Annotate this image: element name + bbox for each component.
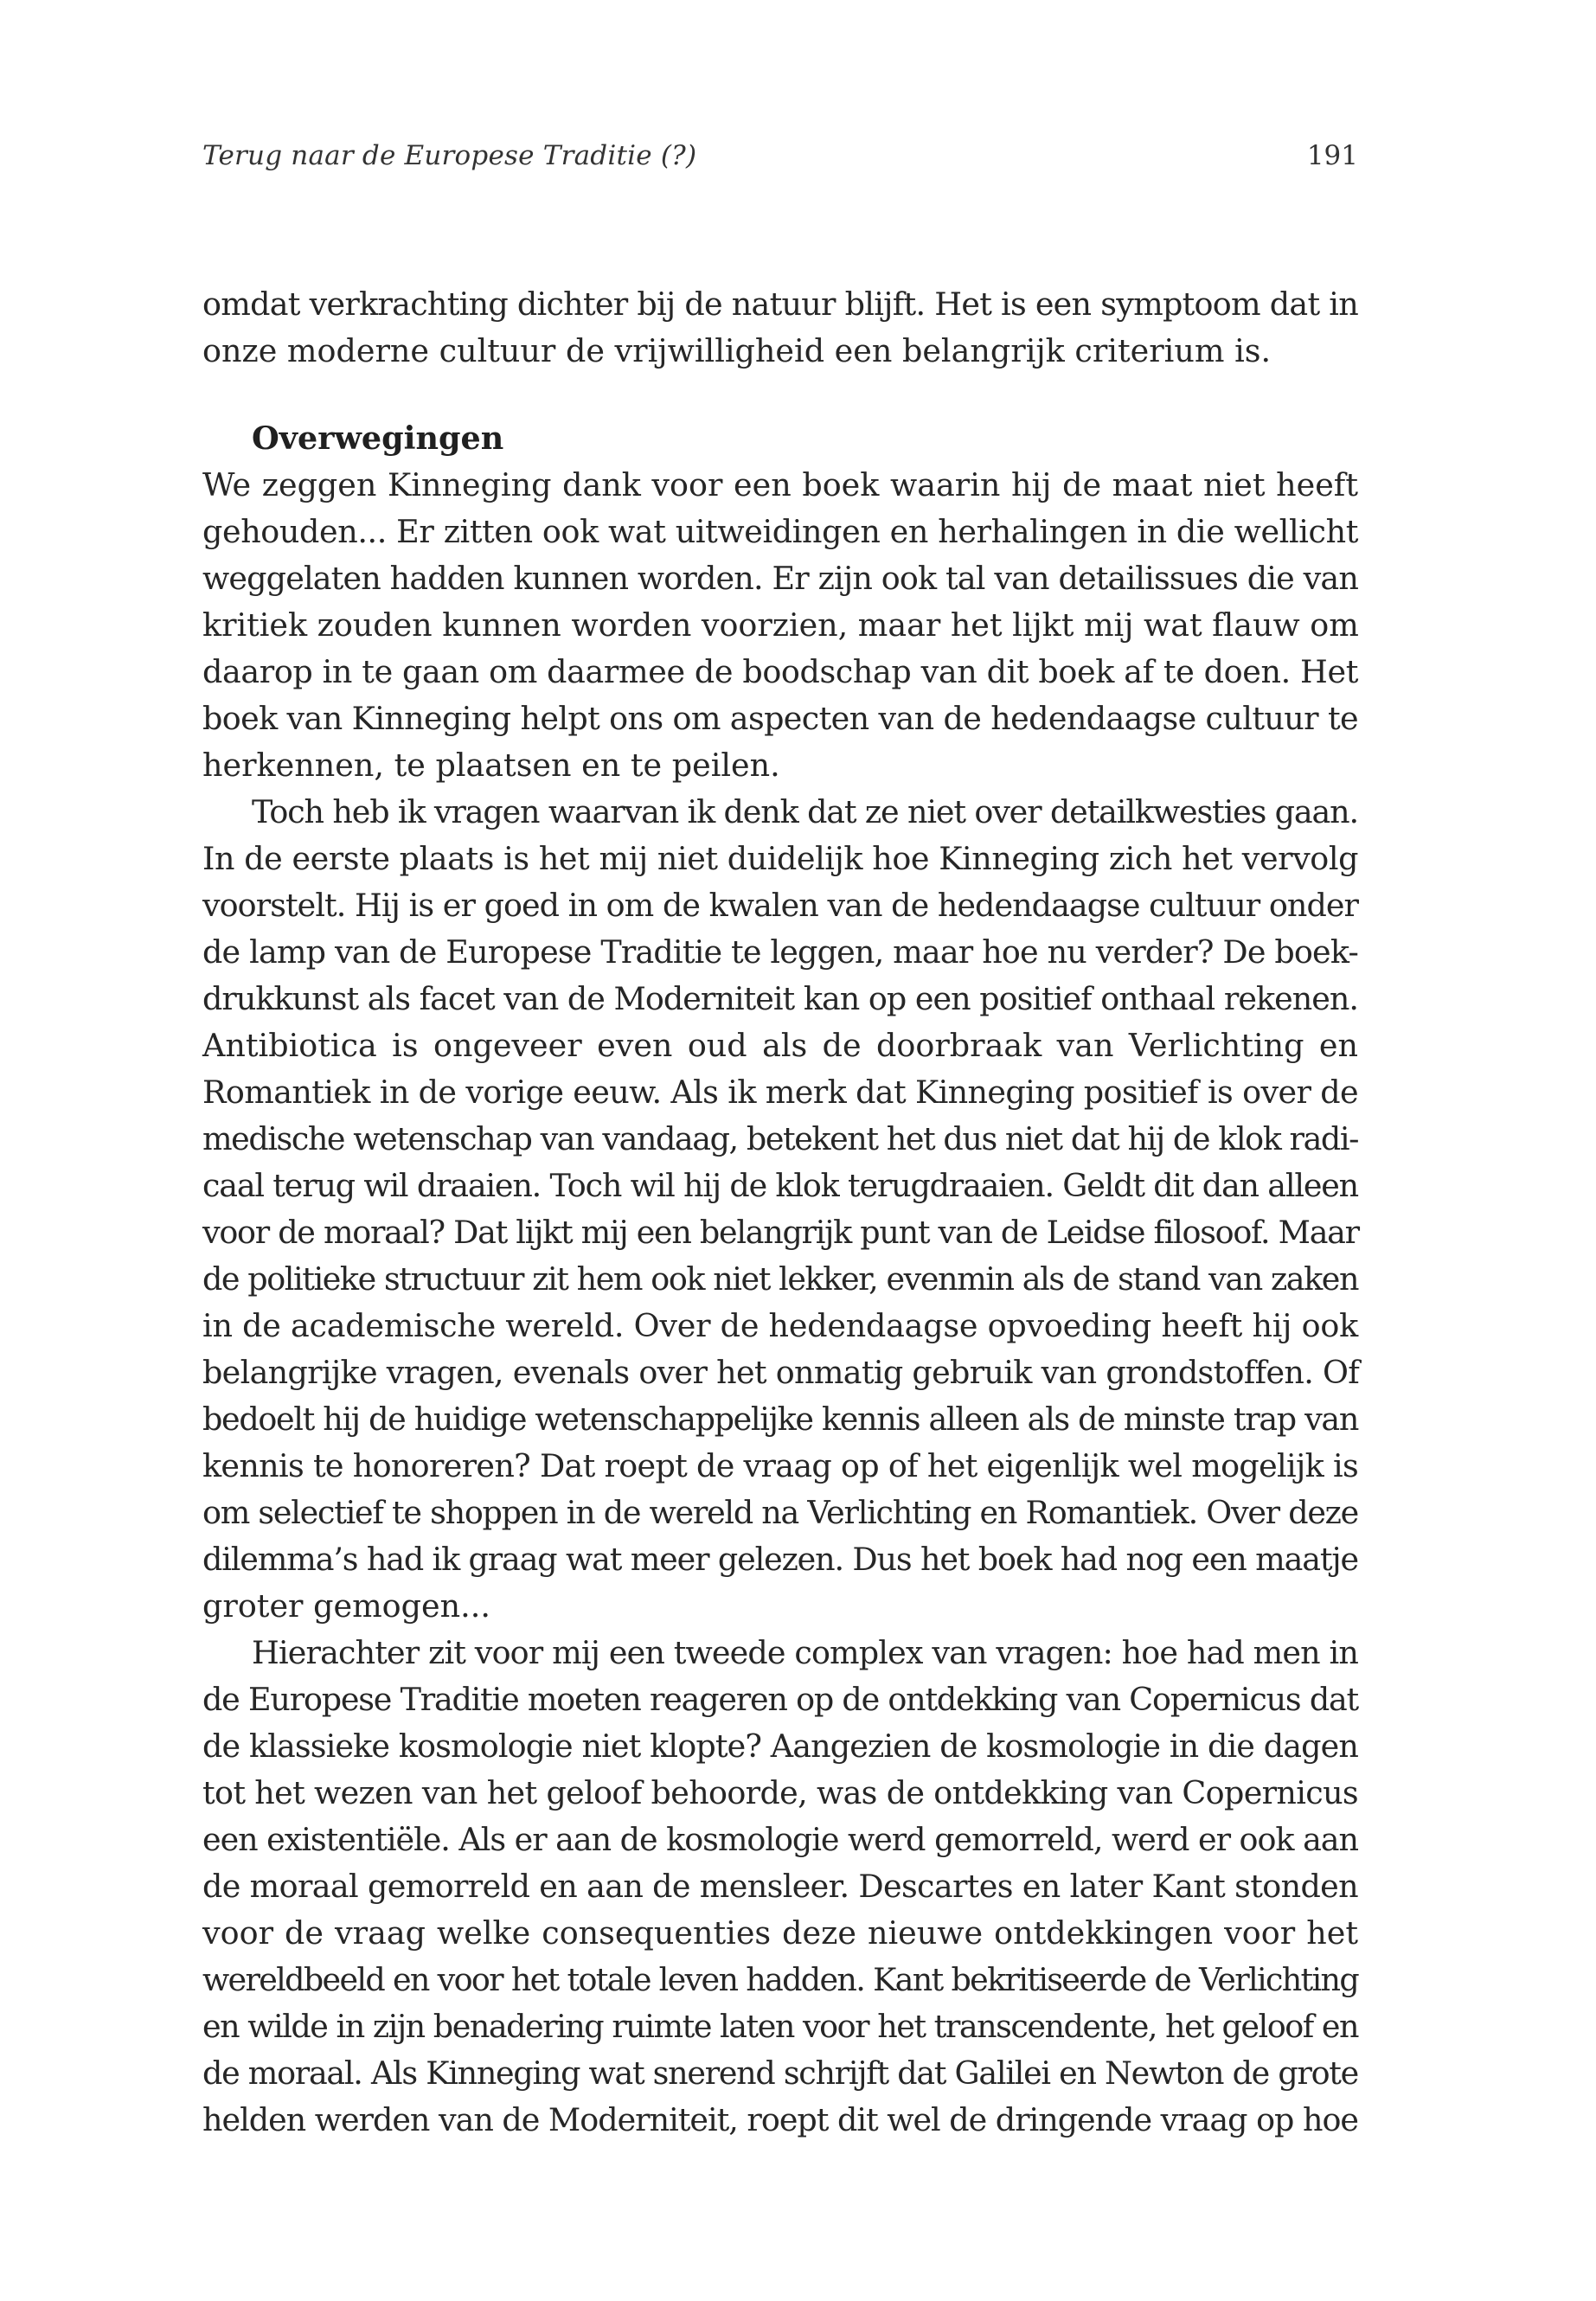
body-line: daarop in te gaan om daarmee de boodschap van dit boek af te doen. Het bbox=[202, 653, 1359, 690]
page-number: 191 bbox=[1306, 140, 1358, 171]
body-line: onze moderne cultuur de vrijwilligheid een belangrijk criterium is. bbox=[202, 332, 1272, 369]
body-line: de politieke structuur zit hem ook niet lekker, evenmin als de stand van zaken bbox=[202, 1260, 1359, 1298]
body-line: voor de moraal? Dat lijkt mij een belangrijk punt van de Leidse filosoof. Maar bbox=[202, 1214, 1359, 1251]
body-line: belangrijke vragen, evenals over het onmatig gebruik van grondstoffen. Of bbox=[202, 1354, 1360, 1391]
body-line: Romantiek in de vorige eeuw. Als ik merk dat Kinneging positief is over de bbox=[202, 1074, 1358, 1111]
body-line: de moraal gemorreld en aan de mensleer. Descartes en later Kant stonden bbox=[202, 1868, 1358, 1905]
body-line: Hierachter zit voor mij een tweede complex van vragen: hoe had men in bbox=[252, 1634, 1358, 1671]
body-line: In de eerste plaats is het mij niet duidelijk hoe Kinneging zich het vervolg bbox=[202, 840, 1358, 877]
body-line: om selectief te shoppen in de wereld na Verlichting en Romantiek. Over deze bbox=[202, 1494, 1358, 1531]
body-line: gehouden... Er zitten ook wat uitweidingen en herhalingen in die wellicht bbox=[202, 513, 1358, 550]
body-line: tot het wezen van het geloof behoorde, was de ontdekking van Copernicus bbox=[202, 1774, 1358, 1811]
body-line: Antibiotica is ongeveer even oud als de doorbraak van Verlichting en bbox=[202, 1027, 1358, 1064]
body-line: herkennen, te plaatsen en te peilen. bbox=[202, 747, 780, 784]
body-line: We zeggen Kinneging dank voor een boek waarin hij de maat niet heeft bbox=[202, 466, 1358, 503]
body-line: omdat verkrachting dichter bij de natuur blijft. Het is een symptoom dat in bbox=[202, 285, 1358, 323]
body-line: en wilde in zijn benadering ruimte laten voor het transcendente, het geloof en bbox=[202, 2008, 1358, 2045]
body-line: de Europese Traditie moeten reageren op de ontdekking van Copernicus dat bbox=[202, 1681, 1358, 1718]
body-line: voorstelt. Hij is er goed in om de kwalen van de hedendaagse cultuur onder bbox=[202, 887, 1359, 924]
body-line: een existentiële. Als er aan de kosmologie werd gemorreld, werd er ook aan bbox=[202, 1821, 1358, 1858]
body-line: kennis te honoreren? Dat roept de vraag op of het eigenlijk wel mogelijk is bbox=[202, 1447, 1358, 1484]
body-line: medische wetenschap van vandaag, betekent het dus niet dat hij de klok radi- bbox=[202, 1120, 1358, 1157]
body-line: de lamp van de Europese Traditie te leggen, maar hoe nu verder? De boek- bbox=[202, 933, 1358, 971]
body-line: kritiek zouden kunnen worden voorzien, maar het lijkt mij wat flauw om bbox=[202, 606, 1359, 644]
body-line: caal terug wil draaien. Toch wil hij de klok terugdraaien. Geldt dit dan alleen bbox=[202, 1167, 1358, 1204]
body-line: de moraal. Als Kinneging wat snerend schrijft dat Galilei en Newton de grote bbox=[202, 2054, 1359, 2092]
body-line: helden werden van de Moderniteit, roept dit wel de dringende vraag op hoe bbox=[202, 2101, 1358, 2138]
body-line: weggelaten hadden kunnen worden. Er zijn ook tal van detailissues die van bbox=[202, 560, 1358, 597]
running-title: Terug naar de Europese Traditie (?) bbox=[202, 140, 697, 171]
body-line: in de academische wereld. Over de hedendaagse opvoeding heeft hij ook bbox=[202, 1307, 1359, 1344]
body-line: wereldbeeld en voor het totale leven hadden. Kant bekritiseerde de Verlichting bbox=[202, 1961, 1359, 1998]
body-line: voor de vraag welke consequenties deze nieuwe ontdekkingen voor het bbox=[202, 1914, 1358, 1952]
body-line: Toch heb ik vragen waarvan ik denk dat ze niet over detailkwesties gaan. bbox=[252, 793, 1358, 830]
body-line: groter gemogen... bbox=[202, 1587, 490, 1625]
section-heading: Overwegingen bbox=[252, 420, 504, 457]
body-line: de klassieke kosmologie niet klopte? Aangezien de kosmologie in die dagen bbox=[202, 1727, 1358, 1765]
body-line: dilemma’s had ik graag wat meer gelezen. Dus het boek had nog een maatje bbox=[202, 1541, 1359, 1578]
body-line: boek van Kinneging helpt ons om aspecten van de hedendaagse cultuur te bbox=[202, 700, 1358, 737]
body-line: drukkunst als facet van de Moderniteit kan op een positief onthaal rekenen. bbox=[202, 980, 1358, 1017]
body-line: bedoelt hij de huidige wetenschappelijke kennis alleen als de minste trap van bbox=[202, 1400, 1359, 1438]
